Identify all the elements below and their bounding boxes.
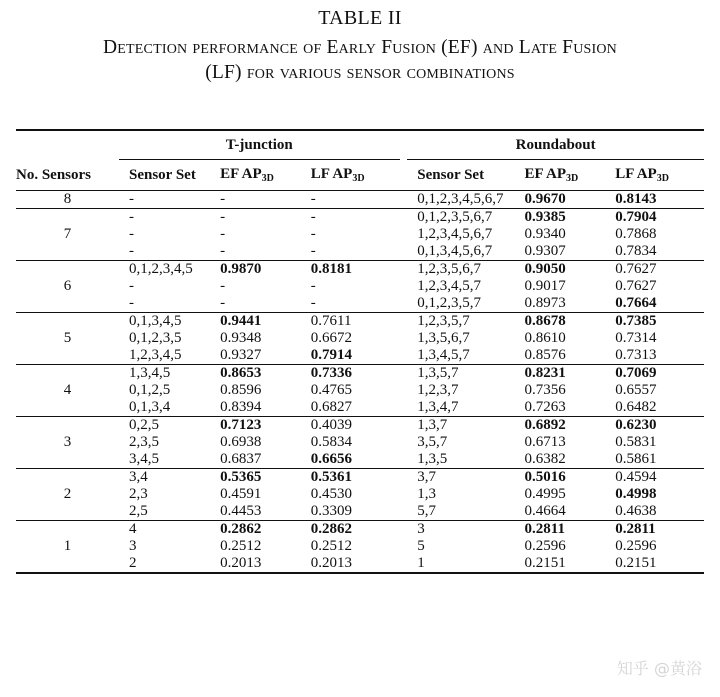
header-ra-sensor-set: Sensor Set xyxy=(417,166,485,183)
column-gap xyxy=(400,555,408,573)
tj-sensor-set-cell: - xyxy=(129,243,134,259)
ra-sensor-set-cell: 0,1,2,3,4,5,6,7 xyxy=(417,191,504,207)
ra-lf-ap-cell: 0.7868 xyxy=(615,226,657,242)
tj-lf-ap-cell: 0.7914 xyxy=(310,347,353,363)
ra-lf-ap-cell: 0.6230 xyxy=(615,417,657,433)
tj-sensor-set-cell: 1,2,3,4,5 xyxy=(129,347,182,363)
table-row xyxy=(16,399,704,417)
ra-sensor-set-cell: 1,2,3,4,5,6,7 xyxy=(417,226,493,242)
num-sensors-cell: 4 xyxy=(63,382,72,398)
tj-lf-ap-cell: 0.7336 xyxy=(310,365,353,381)
column-gap xyxy=(400,382,408,399)
ra-sensor-set-cell: 0,1,2,3,5,7 xyxy=(417,295,482,311)
tj-ef-ap-cell: 0.7123 xyxy=(220,417,262,433)
tj-lf-ap-cell: 0.2512 xyxy=(310,538,353,554)
tj-sensor-set-cell: - xyxy=(129,278,134,294)
table-row xyxy=(16,486,704,503)
tj-lf-ap-cell: - xyxy=(310,243,316,259)
tj-lf-ap-cell: - xyxy=(310,209,316,225)
tj-lf-ap-cell: 0.4765 xyxy=(310,382,353,398)
column-gap xyxy=(400,451,408,469)
tj-lf-ap-cell: 0.8181 xyxy=(310,261,353,277)
tj-sensor-set-cell: 4 xyxy=(129,521,137,537)
tj-sensor-set-cell: 0,1,3,4,5 xyxy=(129,313,182,329)
ra-lf-ap-cell: 0.4998 xyxy=(615,486,657,502)
ra-sensor-set-cell: 3 xyxy=(417,521,425,537)
column-gap xyxy=(400,209,408,227)
column-gap xyxy=(400,278,408,295)
table-row xyxy=(16,209,704,227)
ra-sensor-set-cell: 1,2,3,4,5,7 xyxy=(417,278,482,294)
ra-ef-ap-cell: 0.7356 xyxy=(524,382,566,398)
tj-ef-ap-cell: 0.2013 xyxy=(220,555,262,571)
table-row xyxy=(16,538,704,555)
ra-sensor-set-cell: 1,2,3,7 xyxy=(417,382,459,398)
num-sensors-cell: 3 xyxy=(63,434,72,450)
ra-lf-ap-cell: 0.5861 xyxy=(615,451,657,467)
column-gap xyxy=(400,261,408,279)
header-tj-ef-ap: EF $AP_{3D}$ xyxy=(220,166,274,184)
table-row xyxy=(16,417,704,435)
table-body xyxy=(16,191,704,574)
tj-ef-ap-cell: 0.2862 xyxy=(220,521,262,537)
ra-ef-ap-cell: 0.2596 xyxy=(524,538,566,554)
table-caption xyxy=(0,35,720,85)
tj-ef-ap-cell: 0.8394 xyxy=(220,399,262,415)
tj-sensor-set-cell: - xyxy=(129,191,134,207)
ra-ef-ap-cell: 0.8973 xyxy=(524,295,566,311)
ra-sensor-set-cell: 1 xyxy=(417,555,425,571)
tj-ef-ap-cell: 0.9348 xyxy=(220,330,262,346)
ra-lf-ap-cell: 0.6557 xyxy=(615,382,657,398)
tj-sensor-set-cell: 3,4,5 xyxy=(129,451,159,467)
table-row xyxy=(16,347,704,365)
column-gap xyxy=(400,347,408,365)
ra-sensor-set-cell: 1,3,5,7 xyxy=(417,365,459,381)
ra-lf-ap-cell: 0.5831 xyxy=(615,434,657,450)
table-row xyxy=(16,365,704,383)
table-row xyxy=(16,330,704,347)
table-row xyxy=(16,434,704,451)
table-row xyxy=(16,451,704,469)
tj-ef-ap-cell: - xyxy=(220,243,226,259)
tj-lf-ap-cell: 0.3309 xyxy=(310,503,353,519)
group-header-tjunction: T-junction xyxy=(119,130,400,160)
tj-ef-ap-cell: - xyxy=(220,209,226,225)
tj-lf-ap-cell: - xyxy=(310,295,316,311)
tj-lf-ap-cell: 0.5361 xyxy=(310,469,353,485)
ra-ef-ap-cell: 0.2151 xyxy=(524,555,566,571)
ra-sensor-set-cell: 3,7 xyxy=(417,469,437,485)
ra-lf-ap-cell: 0.7627 xyxy=(615,261,657,277)
ra-lf-ap-cell: 0.4638 xyxy=(615,503,657,519)
ra-ef-ap-cell: 0.6382 xyxy=(524,451,566,467)
ra-ef-ap-cell: 0.9340 xyxy=(524,226,566,242)
ra-lf-ap-cell: 0.7664 xyxy=(615,295,657,311)
results-table xyxy=(16,129,704,574)
ra-ef-ap-cell: 0.2811 xyxy=(524,521,565,537)
tj-sensor-set-cell: - xyxy=(129,226,134,242)
num-sensors-cell: 2 xyxy=(63,486,72,502)
column-gap xyxy=(400,226,408,243)
table-row xyxy=(16,191,704,209)
tj-lf-ap-cell: 0.4039 xyxy=(310,417,353,433)
tj-lf-ap-cell: 0.6827 xyxy=(310,399,353,415)
tj-ef-ap-cell: 0.9441 xyxy=(220,313,262,329)
ra-lf-ap-cell: 0.2596 xyxy=(615,538,657,554)
column-gap xyxy=(400,243,408,261)
column-gap xyxy=(400,538,408,555)
ra-sensor-set-cell: 1,3 xyxy=(417,486,437,502)
ra-lf-ap-cell: 0.7627 xyxy=(615,278,657,294)
tj-sensor-set-cell: - xyxy=(129,295,134,311)
table-row xyxy=(16,261,704,279)
ra-lf-ap-cell: 0.7904 xyxy=(615,209,657,225)
header-num-sensors: No. Sensors xyxy=(16,167,92,183)
tj-ef-ap-cell: 0.8596 xyxy=(220,382,262,398)
ra-ef-ap-cell: 0.6892 xyxy=(524,417,566,433)
tj-sensor-set-cell: 2,3,5 xyxy=(129,434,159,450)
tj-lf-ap-cell: 0.6656 xyxy=(310,451,353,467)
ra-sensor-set-cell: 3,5,7 xyxy=(417,434,448,450)
num-sensors-cell: 1 xyxy=(63,538,72,554)
ra-ef-ap-cell: 0.9670 xyxy=(524,191,566,207)
ra-lf-ap-cell: 0.6482 xyxy=(615,399,657,415)
ra-sensor-set-cell: 0,1,2,3,5,6,7 xyxy=(417,209,493,225)
num-sensors-cell: 5 xyxy=(63,330,72,346)
ra-lf-ap-cell: 0.8143 xyxy=(615,191,657,207)
tj-ef-ap-cell: 0.4453 xyxy=(220,503,262,519)
watermark: 知乎 @黄浴 xyxy=(616,659,702,678)
tj-lf-ap-cell: - xyxy=(310,278,316,294)
ra-lf-ap-cell: 0.7385 xyxy=(615,313,657,329)
num-sensors-cell: 6 xyxy=(63,278,72,294)
ra-sensor-set-cell: 5 xyxy=(417,538,425,554)
ra-ef-ap-cell: 0.7263 xyxy=(524,399,566,415)
tj-sensor-set-cell: 2,5 xyxy=(129,503,148,519)
table-row xyxy=(16,243,704,261)
tj-sensor-set-cell: 0,1,2,3,4,5 xyxy=(129,261,193,277)
tj-ef-ap-cell: 0.8653 xyxy=(220,365,262,381)
table-row xyxy=(16,278,704,295)
tj-ef-ap-cell: 0.9327 xyxy=(220,347,262,363)
group-header-roundabout: Roundabout xyxy=(407,130,704,160)
column-gap xyxy=(400,469,408,487)
ra-sensor-set-cell: 1,2,3,5,6,7 xyxy=(417,261,482,277)
ra-sensor-set-cell: 0,1,3,4,5,6,7 xyxy=(417,243,493,259)
tj-sensor-set-cell: 0,2,5 xyxy=(129,417,159,433)
table-row xyxy=(16,382,704,399)
caption-line-1: Detection performance of Early Fusion (EF) and Late Fusion xyxy=(103,37,617,58)
ra-sensor-set-cell: 5,7 xyxy=(417,503,437,519)
ra-sensor-set-cell: 1,3,4,7 xyxy=(417,399,459,415)
tj-sensor-set-cell: 3 xyxy=(129,538,137,554)
column-gap xyxy=(400,191,408,209)
table-row xyxy=(16,555,704,573)
ra-sensor-set-cell: 1,2,3,5,7 xyxy=(417,313,470,329)
header-tj-lf-ap: LF $AP_{3D}$ xyxy=(310,166,365,184)
ra-lf-ap-cell: 0.2151 xyxy=(615,555,657,571)
ra-ef-ap-cell: 0.8678 xyxy=(524,313,566,329)
ra-lf-ap-cell: 0.7069 xyxy=(615,365,657,381)
column-gap xyxy=(400,330,408,347)
column-gap xyxy=(400,434,408,451)
tj-sensor-set-cell: 2,3 xyxy=(129,486,148,502)
tj-sensor-set-cell: 0,1,2,5 xyxy=(129,382,171,398)
ra-ef-ap-cell: 0.9385 xyxy=(524,209,566,225)
tj-ef-ap-cell: - xyxy=(220,191,226,207)
table-row xyxy=(16,503,704,521)
column-gap xyxy=(400,417,408,435)
header-ra-lf-ap: LF $AP_{3D}$ xyxy=(615,166,669,184)
num-sensors-cell: 7 xyxy=(63,226,72,242)
column-gap xyxy=(400,313,408,331)
tj-sensor-set-cell: 0,1,3,4 xyxy=(129,399,171,415)
table-number: TABLE II xyxy=(318,7,402,29)
ra-lf-ap-cell: 0.2811 xyxy=(615,521,656,537)
ra-sensor-set-cell: 1,3,5 xyxy=(417,451,448,467)
tj-ef-ap-cell: 0.6837 xyxy=(220,451,262,467)
tj-sensor-set-cell: 0,1,2,3,5 xyxy=(129,330,182,346)
ra-lf-ap-cell: 0.4594 xyxy=(615,469,657,485)
tj-sensor-set-cell: 3,4 xyxy=(129,469,148,485)
tj-sensor-set-cell: 1,3,4,5 xyxy=(129,365,171,381)
tj-ef-ap-cell: 0.4591 xyxy=(220,486,262,502)
ra-ef-ap-cell: 0.5016 xyxy=(524,469,566,485)
tj-ef-ap-cell: 0.6938 xyxy=(220,434,262,450)
ra-ef-ap-cell: 0.8610 xyxy=(524,330,566,346)
header-ra-ef-ap: EF $AP_{3D}$ xyxy=(524,166,579,184)
tj-lf-ap-cell: 0.6672 xyxy=(310,330,353,346)
tj-sensor-set-cell: 2 xyxy=(129,555,137,571)
ra-ef-ap-cell: 0.9050 xyxy=(524,261,566,277)
table-row xyxy=(16,521,704,539)
tj-lf-ap-cell: 0.2013 xyxy=(310,555,353,571)
tj-lf-ap-cell: - xyxy=(310,226,316,242)
ra-lf-ap-cell: 0.7834 xyxy=(615,243,657,259)
table-row xyxy=(16,226,704,243)
table-row xyxy=(16,469,704,487)
tj-sensor-set-cell: - xyxy=(129,209,134,225)
tj-ef-ap-cell: 0.9870 xyxy=(220,261,262,277)
ra-ef-ap-cell: 0.4664 xyxy=(524,503,566,519)
tj-ef-ap-cell: 0.5365 xyxy=(220,469,262,485)
tj-lf-ap-cell: 0.7611 xyxy=(310,313,352,329)
ra-ef-ap-cell: 0.8576 xyxy=(524,347,566,363)
ra-ef-ap-cell: 0.8231 xyxy=(524,365,566,381)
ra-sensor-set-cell: 1,3,4,5,7 xyxy=(417,347,470,363)
column-gap xyxy=(400,295,408,313)
ra-lf-ap-cell: 0.7314 xyxy=(615,330,657,346)
column-gap xyxy=(400,486,408,503)
tj-ef-ap-cell: - xyxy=(220,226,226,242)
column-gap xyxy=(400,399,408,417)
tj-ef-ap-cell: 0.2512 xyxy=(220,538,262,554)
tj-lf-ap-cell: 0.2862 xyxy=(310,521,353,537)
ra-ef-ap-cell: 0.9307 xyxy=(524,243,566,259)
column-gap xyxy=(400,503,408,521)
tj-lf-ap-cell: 0.5834 xyxy=(310,434,353,450)
tj-lf-ap-cell: 0.4530 xyxy=(310,486,353,502)
column-gap xyxy=(400,365,408,383)
table-row xyxy=(16,313,704,331)
tj-ef-ap-cell: - xyxy=(220,295,226,311)
ra-sensor-set-cell: 1,3,5,6,7 xyxy=(417,330,470,346)
ra-ef-ap-cell: 0.9017 xyxy=(524,278,566,294)
tj-lf-ap-cell: - xyxy=(310,191,316,207)
ra-ef-ap-cell: 0.6713 xyxy=(524,434,566,450)
column-gap xyxy=(400,521,408,539)
caption-line-2: (LF) for various sensor combinations xyxy=(205,62,515,83)
num-sensors-cell: 8 xyxy=(63,191,72,207)
tj-ef-ap-cell: - xyxy=(220,278,226,294)
ra-lf-ap-cell: 0.7313 xyxy=(615,347,657,363)
ra-ef-ap-cell: 0.4995 xyxy=(524,486,566,502)
header-tj-sensor-set: Sensor Set xyxy=(129,166,196,183)
ra-sensor-set-cell: 1,3,7 xyxy=(417,417,448,433)
table-row xyxy=(16,295,704,313)
